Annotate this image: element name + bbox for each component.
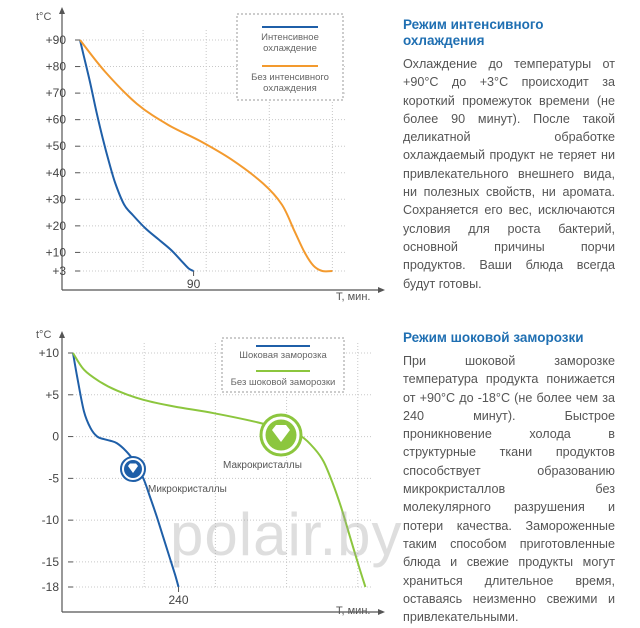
x-axis-label: Т, мин. <box>336 605 371 617</box>
series-line-blue <box>80 40 194 271</box>
shock-freezing-title: Режим шоковой заморозки <box>403 330 584 345</box>
micro-crystals-badge <box>121 457 145 481</box>
y-tick-label: 0 <box>52 429 59 444</box>
y-tick-label: +80 <box>45 59 66 74</box>
chart-shock-freezing <box>0 308 390 628</box>
x-axis-label: Т, мин. <box>336 291 371 303</box>
legend-label-no-intensive-2: охлаждения <box>263 83 317 94</box>
shock-freezing-body: При шоковой заморозке температура продукта понижается от +90°С до -18°С (не более чем за 240 минут). Быстрое проникновение холода в структурные ткани продуктов способствует образованию микрокристаллов без молекулярного разрушения и потери качества. Замороженные таким способом приготовленные блюда и свежие продукты могут храниться длительное время, оставаясь неизменно свежими и привлекательными. <box>403 354 615 625</box>
y-tick-label: -5 <box>48 471 59 486</box>
legend-label-no-shock: Без шоковой заморозки <box>230 377 336 388</box>
y-tick-labels <box>39 346 60 594</box>
y-tick-label: +90 <box>45 33 66 47</box>
y-axis-label: t°C <box>36 11 52 23</box>
legend-label-intensive-1: Интенсивное <box>261 32 319 43</box>
macro-crystals-badge <box>261 415 301 455</box>
y-tick-labels <box>46 33 67 278</box>
x-tick-label: 240 <box>168 593 189 607</box>
x-axis-arrow <box>378 287 385 293</box>
legend <box>237 14 343 100</box>
intensive-cooling-body: Охлаждение до температуры от +90°С до +3°С происходит за короткий промежуток времени (не более 90 минут). После такой деликатной обработке охлаждаемый продукт не теряет ни привлекательного внешнего вида, ни полезных свойств, ни аромата. Сохраняется его вес, исключаются условия для роста бактерий, основной причины порчи продуктов. Ваши блюда всегда будут готовы. <box>403 57 615 291</box>
y-tick-label: +40 <box>45 165 66 180</box>
y-tick-label: +60 <box>45 112 66 127</box>
y-tick-label: +10 <box>45 245 66 260</box>
y-tick-label: +50 <box>45 139 66 154</box>
y-axis-arrow <box>59 331 65 338</box>
y-tick-label: +20 <box>45 218 66 233</box>
y-tick-label: +70 <box>45 86 66 101</box>
legend <box>222 338 344 392</box>
y-tick-label: -15 <box>41 554 59 569</box>
chart-intensive-cooling <box>0 0 390 305</box>
intensive-cooling-title: Режим интенсивного охлаждения <box>403 17 544 48</box>
shock-freezing-description <box>403 330 615 626</box>
x-axis-arrow <box>378 609 385 615</box>
y-tick-label: +30 <box>45 192 66 207</box>
y-tick-label: +5 <box>45 387 59 402</box>
macro-crystals-label: Макрокристаллы <box>223 460 302 471</box>
y-axis-label: t°C <box>36 329 52 341</box>
legend-label-no-intensive-1: Без интенсивного <box>251 72 329 83</box>
watermark: polair.by <box>170 501 403 568</box>
y-tick-label: -10 <box>41 513 59 528</box>
micro-crystals-label: Микрокристаллы <box>148 484 227 495</box>
y-axis-arrow <box>59 7 65 14</box>
y-tick-label: +10 <box>38 346 59 360</box>
legend-label-shock: Шоковая заморозка <box>239 350 327 361</box>
legend-label-intensive-2: охлаждение <box>263 43 317 54</box>
y-tick-label: +3 <box>52 264 66 278</box>
intensive-cooling-description <box>403 17 615 293</box>
y-tick-label: -18 <box>41 580 59 594</box>
x-tick-label: 90 <box>186 277 201 291</box>
